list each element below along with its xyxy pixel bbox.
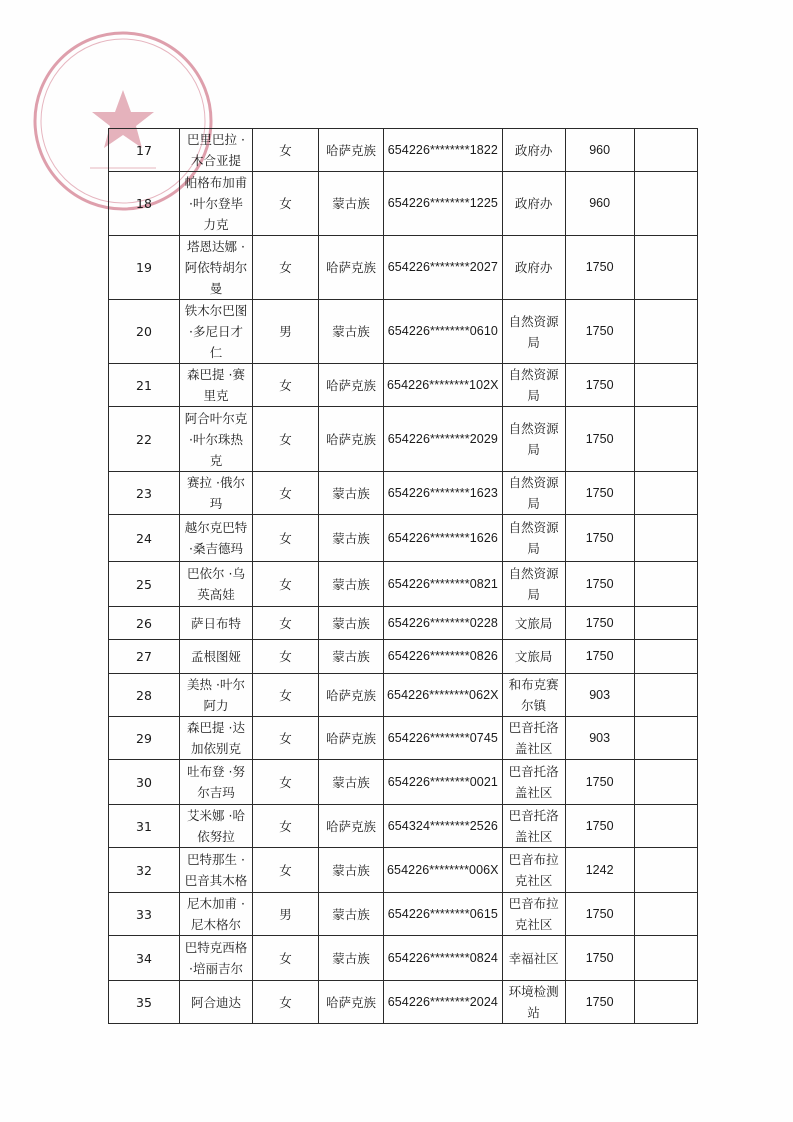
name-cell: 巴依尔 ·乌英高娃 <box>180 562 253 607</box>
id-number-cell: 654226********2024 <box>384 981 503 1024</box>
table-row <box>109 607 698 640</box>
name-cell: 巴特克西格 ·培丽吉尔 <box>180 936 253 981</box>
gender-cell: 女 <box>253 717 319 760</box>
name-cell: 美热 ·叶尔阿力 <box>180 674 253 717</box>
gender-cell: 女 <box>253 848 319 893</box>
department-cell: 自然资源局 <box>502 515 565 562</box>
row-number: 17 <box>109 129 180 172</box>
id-number-cell: 654226********0228 <box>384 607 503 640</box>
remark-cell <box>634 407 697 472</box>
table-row <box>109 848 698 893</box>
amount-cell: 1242 <box>565 848 634 893</box>
ethnicity-cell: 蒙古族 <box>319 472 384 515</box>
name-cell: 吐布登 ·努尔吉玛 <box>180 760 253 805</box>
amount-cell: 1750 <box>565 805 634 848</box>
name-cell: 巴里巴拉 ·木合亚提 <box>180 129 253 172</box>
gender-cell: 女 <box>253 640 319 674</box>
amount-cell: 1750 <box>565 407 634 472</box>
remark-cell <box>634 760 697 805</box>
gender-cell: 女 <box>253 760 319 805</box>
row-number: 28 <box>109 674 180 717</box>
staff-table <box>108 128 698 1024</box>
department-cell: 文旅局 <box>502 607 565 640</box>
name-cell: 尼木加甫 ·尼木格尔 <box>180 893 253 936</box>
ethnicity-cell: 蒙古族 <box>319 562 384 607</box>
department-cell: 文旅局 <box>502 640 565 674</box>
amount-cell: 1750 <box>565 236 634 300</box>
row-number: 27 <box>109 640 180 674</box>
name-cell: 孟根图娅 <box>180 640 253 674</box>
row-number: 34 <box>109 936 180 981</box>
row-number: 35 <box>109 981 180 1024</box>
row-number: 26 <box>109 607 180 640</box>
amount-cell: 1750 <box>565 760 634 805</box>
id-number-cell: 654226********102X <box>384 364 503 407</box>
row-number: 25 <box>109 562 180 607</box>
ethnicity-cell: 蒙古族 <box>319 172 384 236</box>
id-number-cell: 654226********0615 <box>384 893 503 936</box>
ethnicity-cell: 蒙古族 <box>319 515 384 562</box>
name-cell: 艾米娜 ·哈依努拉 <box>180 805 253 848</box>
department-cell: 幸福社区 <box>502 936 565 981</box>
name-cell: 塔恩达娜 ·阿依特胡尔曼 <box>180 236 253 300</box>
row-number: 33 <box>109 893 180 936</box>
id-number-cell: 654226********0021 <box>384 760 503 805</box>
table-row <box>109 760 698 805</box>
remark-cell <box>634 515 697 562</box>
id-number-cell: 654226********1623 <box>384 472 503 515</box>
row-number: 30 <box>109 760 180 805</box>
department-cell: 巴音托洛盖社区 <box>502 760 565 805</box>
id-number-cell: 654226********1626 <box>384 515 503 562</box>
remark-cell <box>634 981 697 1024</box>
name-cell: 萨日布特 <box>180 607 253 640</box>
row-number: 22 <box>109 407 180 472</box>
amount-cell: 1750 <box>565 607 634 640</box>
ethnicity-cell: 哈萨克族 <box>319 981 384 1024</box>
amount-cell: 960 <box>565 129 634 172</box>
table-row <box>109 364 698 407</box>
name-cell: 巴特那生 ·巴音其木格 <box>180 848 253 893</box>
remark-cell <box>634 893 697 936</box>
table-row <box>109 640 698 674</box>
table-row <box>109 562 698 607</box>
table-row <box>109 717 698 760</box>
id-number-cell: 654226********2027 <box>384 236 503 300</box>
ethnicity-cell: 哈萨克族 <box>319 129 384 172</box>
id-number-cell: 654226********062X <box>384 674 503 717</box>
department-cell: 环境检测站 <box>502 981 565 1024</box>
department-cell: 巴音布拉克社区 <box>502 848 565 893</box>
id-number-cell: 654226********0745 <box>384 717 503 760</box>
id-number-cell: 654226********0826 <box>384 640 503 674</box>
department-cell: 自然资源局 <box>502 562 565 607</box>
table-row <box>109 805 698 848</box>
gender-cell: 女 <box>253 607 319 640</box>
department-cell: 自然资源局 <box>502 407 565 472</box>
gender-cell: 女 <box>253 129 319 172</box>
amount-cell: 1750 <box>565 640 634 674</box>
row-number: 32 <box>109 848 180 893</box>
table-row <box>109 300 698 364</box>
table-row <box>109 936 698 981</box>
gender-cell: 男 <box>253 893 319 936</box>
amount-cell: 960 <box>565 172 634 236</box>
amount-cell: 1750 <box>565 300 634 364</box>
department-cell: 和布克赛尔镇 <box>502 674 565 717</box>
id-number-cell: 654324********2526 <box>384 805 503 848</box>
row-number: 20 <box>109 300 180 364</box>
ethnicity-cell: 哈萨克族 <box>319 717 384 760</box>
remark-cell <box>634 936 697 981</box>
ethnicity-cell: 蒙古族 <box>319 640 384 674</box>
id-number-cell: 654226********0610 <box>384 300 503 364</box>
table-row <box>109 236 698 300</box>
table-row <box>109 981 698 1024</box>
department-cell: 政府办 <box>502 129 565 172</box>
remark-cell <box>634 640 697 674</box>
gender-cell: 女 <box>253 236 319 300</box>
remark-cell <box>634 129 697 172</box>
remark-cell <box>634 607 697 640</box>
remark-cell <box>634 848 697 893</box>
remark-cell <box>634 674 697 717</box>
remark-cell <box>634 717 697 760</box>
ethnicity-cell: 蒙古族 <box>319 893 384 936</box>
table-row <box>109 893 698 936</box>
department-cell: 巴音布拉克社区 <box>502 893 565 936</box>
gender-cell: 女 <box>253 981 319 1024</box>
row-number: 21 <box>109 364 180 407</box>
name-cell: 赛拉 ·俄尔玛 <box>180 472 253 515</box>
row-number: 24 <box>109 515 180 562</box>
gender-cell: 女 <box>253 172 319 236</box>
remark-cell <box>634 472 697 515</box>
table-row <box>109 129 698 172</box>
gender-cell: 女 <box>253 515 319 562</box>
id-number-cell: 654226********1822 <box>384 129 503 172</box>
table-row <box>109 674 698 717</box>
ethnicity-cell: 蒙古族 <box>319 936 384 981</box>
department-cell: 巴音托洛盖社区 <box>502 805 565 848</box>
amount-cell: 1750 <box>565 936 634 981</box>
department-cell: 巴音托洛盖社区 <box>502 717 565 760</box>
name-cell: 铁木尔巴图 ·多尼日才仁 <box>180 300 253 364</box>
department-cell: 自然资源局 <box>502 364 565 407</box>
gender-cell: 女 <box>253 364 319 407</box>
ethnicity-cell: 哈萨克族 <box>319 236 384 300</box>
department-cell: 政府办 <box>502 236 565 300</box>
row-number: 31 <box>109 805 180 848</box>
department-cell: 政府办 <box>502 172 565 236</box>
name-cell: 帕格布加甫 ·叶尔登毕力克 <box>180 172 253 236</box>
ethnicity-cell: 蒙古族 <box>319 300 384 364</box>
row-number: 19 <box>109 236 180 300</box>
id-number-cell: 654226********1225 <box>384 172 503 236</box>
row-number: 18 <box>109 172 180 236</box>
gender-cell: 女 <box>253 472 319 515</box>
ethnicity-cell: 哈萨克族 <box>319 407 384 472</box>
gender-cell: 女 <box>253 407 319 472</box>
remark-cell <box>634 805 697 848</box>
name-cell: 森巴提 ·达加依别克 <box>180 717 253 760</box>
row-number: 29 <box>109 717 180 760</box>
amount-cell: 1750 <box>565 364 634 407</box>
name-cell: 阿合迪达 <box>180 981 253 1024</box>
remark-cell <box>634 236 697 300</box>
name-cell: 森巴提 ·赛里克 <box>180 364 253 407</box>
gender-cell: 女 <box>253 674 319 717</box>
remark-cell <box>634 364 697 407</box>
row-number: 23 <box>109 472 180 515</box>
amount-cell: 1750 <box>565 981 634 1024</box>
id-number-cell: 654226********2029 <box>384 407 503 472</box>
table-row <box>109 407 698 472</box>
amount-cell: 1750 <box>565 515 634 562</box>
remark-cell <box>634 300 697 364</box>
table-row <box>109 172 698 236</box>
gender-cell: 女 <box>253 805 319 848</box>
id-number-cell: 654226********006X <box>384 848 503 893</box>
gender-cell: 男 <box>253 300 319 364</box>
name-cell: 越尔克巴特 ·桑吉德玛 <box>180 515 253 562</box>
name-cell: 阿合叶尔克 ·叶尔珠热克 <box>180 407 253 472</box>
id-number-cell: 654226********0824 <box>384 936 503 981</box>
gender-cell: 女 <box>253 562 319 607</box>
table-row <box>109 515 698 562</box>
ethnicity-cell: 蒙古族 <box>319 848 384 893</box>
amount-cell: 903 <box>565 717 634 760</box>
ethnicity-cell: 蒙古族 <box>319 760 384 805</box>
remark-cell <box>634 562 697 607</box>
amount-cell: 1750 <box>565 562 634 607</box>
gender-cell: 女 <box>253 936 319 981</box>
ethnicity-cell: 哈萨克族 <box>319 364 384 407</box>
remark-cell <box>634 172 697 236</box>
department-cell: 自然资源局 <box>502 300 565 364</box>
ethnicity-cell: 哈萨克族 <box>319 674 384 717</box>
amount-cell: 1750 <box>565 893 634 936</box>
table-row <box>109 472 698 515</box>
department-cell: 自然资源局 <box>502 472 565 515</box>
amount-cell: 903 <box>565 674 634 717</box>
amount-cell: 1750 <box>565 472 634 515</box>
ethnicity-cell: 哈萨克族 <box>319 805 384 848</box>
ethnicity-cell: 蒙古族 <box>319 607 384 640</box>
id-number-cell: 654226********0821 <box>384 562 503 607</box>
